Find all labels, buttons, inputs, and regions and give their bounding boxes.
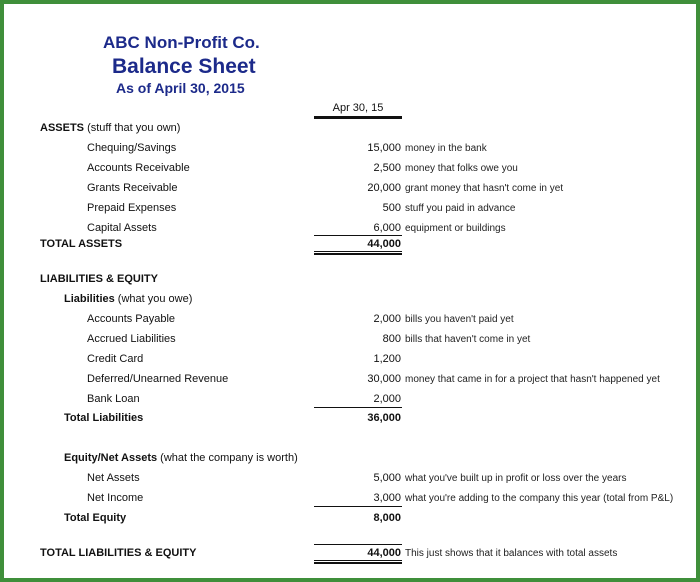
equity-amount: 3,000: [373, 492, 401, 504]
total-liabilities-label: Total Liabilities: [64, 412, 144, 424]
subtotal-rule: [314, 407, 402, 408]
asset-note: money that folks owe you: [405, 163, 518, 174]
equity-amount: 5,000: [373, 472, 401, 484]
total-equity-amount: 8,000: [373, 512, 401, 524]
column-header: Apr 30, 15: [332, 102, 384, 114]
liability-amount: 800: [382, 333, 401, 345]
asset-label: Capital Assets: [87, 222, 157, 234]
total-double-rule: [314, 251, 402, 255]
asset-note: grant money that hasn't come in yet: [405, 183, 564, 194]
liability-note: bills you haven't paid yet: [405, 314, 514, 325]
total-equity-label: Total Equity: [64, 512, 127, 524]
liabilities-heading: Liabilities (what you owe): [64, 293, 193, 305]
liability-label: Accrued Liabilities: [87, 333, 176, 345]
asset-label: Prepaid Expenses: [87, 202, 177, 214]
total-liabilities-amount: 36,000: [367, 412, 401, 424]
total-liabilities-equity-note: This just shows that it balances with total assets: [405, 548, 618, 559]
equity-note: what you've built up in profit or loss over the years: [405, 473, 627, 484]
asset-note: money in the bank: [405, 143, 487, 154]
equity-label: Net Assets: [87, 472, 140, 484]
subtotal-rule: [314, 506, 402, 507]
liability-label: Bank Loan: [87, 393, 140, 405]
liability-label: Credit Card: [87, 353, 144, 365]
liability-label: Deferred/Unearned Revenue: [87, 373, 229, 385]
assets-heading: ASSETS (stuff that you own): [40, 122, 181, 134]
company-name: ABC Non-Profit Co.: [103, 33, 260, 52]
liabilities-equity-heading: LIABILITIES & EQUITY: [40, 273, 158, 285]
equity-heading: Equity/Net Assets (what the company is worth): [64, 452, 298, 464]
asset-label: Chequing/Savings: [87, 142, 177, 154]
asset-amount: 500: [382, 202, 401, 214]
liability-amount: 30,000: [367, 373, 401, 385]
liability-note: bills that haven't come in yet: [405, 334, 531, 345]
asset-note: equipment or buildings: [405, 223, 506, 234]
asset-amount: 20,000: [367, 182, 401, 194]
total-liabilities-equity-amount: 44,000: [367, 547, 401, 559]
asset-note: stuff you paid in advance: [405, 203, 516, 214]
document-title: Balance Sheet: [112, 55, 256, 78]
liability-label: Accounts Payable: [87, 313, 176, 325]
total-double-rule: [314, 560, 402, 564]
column-header-rule: [314, 116, 402, 119]
asset-label: Grants Receivable: [87, 182, 178, 194]
total-liabilities-equity-label: TOTAL LIABILITIES & EQUITY: [40, 547, 197, 559]
liability-amount: 2,000: [373, 313, 401, 325]
total-assets-amount: 44,000: [367, 238, 401, 250]
asset-amount: 6,000: [373, 222, 401, 234]
subtotal-rule: [314, 544, 402, 545]
equity-label: Net Income: [87, 492, 144, 504]
asset-amount: 2,500: [373, 162, 401, 174]
asset-amount: 15,000: [367, 142, 401, 154]
liability-amount: 2,000: [373, 393, 401, 405]
asset-label: Accounts Receivable: [87, 162, 190, 174]
equity-note: what you're adding to the company this year (total from P&L): [405, 493, 674, 504]
as-of-date: As of April 30, 2015: [116, 80, 245, 96]
total-assets-label: TOTAL ASSETS: [40, 238, 123, 250]
liability-note: money that came in for a project that hasn't happened yet: [405, 374, 660, 385]
liability-amount: 1,200: [373, 353, 401, 365]
subtotal-rule: [314, 235, 402, 236]
